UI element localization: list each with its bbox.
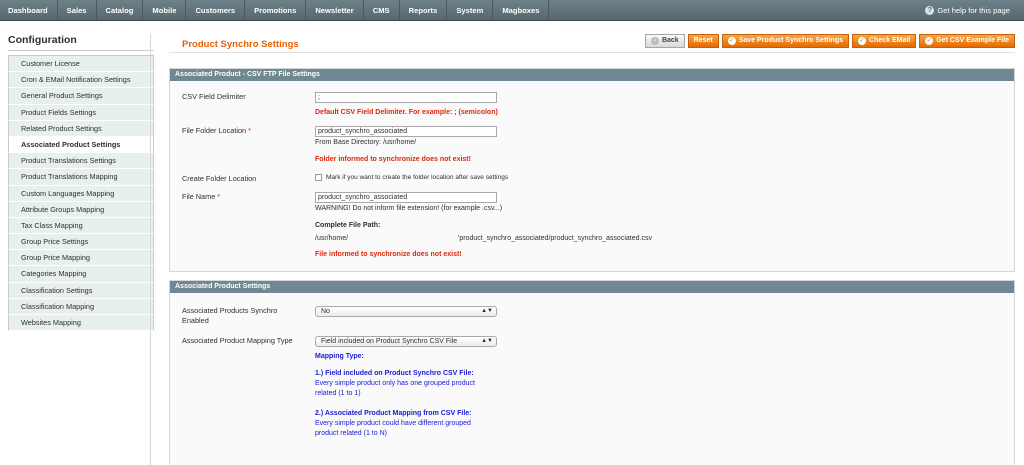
mapping-type-title [315, 352, 364, 362]
folder-label-text: File Folder Location [182, 126, 247, 135]
back-arrow-icon: ‹ [651, 37, 659, 45]
sidebar-list [8, 55, 154, 331]
check-email-check-icon: ✓ [859, 38, 865, 44]
section-header: Associated Product - CSV FTP File Settings [170, 69, 1014, 81]
select-arrows-icon: ▲▼ [481, 308, 493, 314]
select-arrows-icon: ▲▼ [481, 338, 493, 344]
sidebar-item-group-price-settings[interactable]: Group Price Settings [8, 234, 154, 250]
folder-required-mark: * [248, 126, 251, 135]
save-check-icon: ✓ [729, 38, 735, 44]
sidebar-item-categories-mapping[interactable]: Categories Mapping [8, 266, 154, 282]
check-email-button-label: Check EMail [869, 37, 911, 44]
file-name-input[interactable]: product_synchro_associated [315, 192, 497, 203]
title-divider [169, 52, 1015, 53]
reset-button-label: Reset [693, 37, 713, 44]
save-button[interactable] [722, 34, 849, 48]
check-email-button[interactable] [852, 34, 916, 48]
sidebar-divider [150, 34, 151, 465]
folder-note: From Base Directory: /usr/home/ [315, 139, 417, 146]
synchro-enabled-label: Associated Products Synchro Enabled [182, 306, 278, 325]
delimiter-note: Default CSV Field Delimiter. For example: ; (semicolon) [315, 109, 498, 116]
help-label[interactable]: Get help for this page [937, 6, 1010, 15]
nav-dashboard[interactable]: Dashboard [0, 0, 58, 20]
create-folder-label: Create Folder Location [182, 174, 257, 183]
mapping-option-1 [315, 369, 475, 399]
get-csv-button[interactable] [919, 34, 1015, 48]
folder-label [182, 126, 312, 136]
nav-promotions[interactable]: Promotions [245, 0, 306, 20]
top-nav [0, 0, 1024, 21]
sidebar-item-attribute-groups[interactable]: Attribute Groups Mapping [8, 202, 154, 218]
help-link[interactable] [925, 0, 1010, 21]
get-csv-check-icon: ✓ [926, 38, 932, 44]
sidebar-item-classification-settings[interactable]: Classification Settings [8, 283, 154, 299]
sidebar-item-group-price-mapping[interactable]: Group Price Mapping [8, 250, 154, 266]
csv-ftp-settings-section [169, 68, 1015, 272]
mapping-type-select[interactable] [315, 336, 497, 347]
get-csv-button-label: Get CSV Example File [936, 37, 1009, 44]
mapping-option-2 [315, 409, 471, 439]
nav-sales[interactable]: Sales [58, 0, 97, 20]
help-icon: ? [925, 6, 934, 15]
nav-customers[interactable]: Customers [186, 0, 245, 20]
nav-mobile[interactable]: Mobile [143, 0, 186, 20]
reset-button[interactable] [688, 34, 719, 48]
sidebar-item-product-translations-settings[interactable]: Product Translations Settings [8, 153, 154, 169]
sidebar [8, 34, 154, 331]
complete-path-suffix: 'product_synchro_associated/product_synchro_associated.csv [458, 235, 652, 242]
sidebar-item-tax-class[interactable]: Tax Class Mapping [8, 218, 154, 234]
file-name-label [182, 192, 312, 202]
sidebar-item-associated-product[interactable]: Associated Product Settings [8, 137, 154, 153]
file-name-warning: WARNING! Do not inform file extension! (for example .csv...) [315, 205, 503, 212]
sidebar-item-customer-license[interactable]: Customer License [8, 56, 154, 72]
nav-cms[interactable]: CMS [364, 0, 400, 20]
back-button[interactable] [645, 34, 685, 48]
create-folder-checkbox[interactable] [315, 174, 322, 181]
back-button-label: Back [661, 37, 679, 44]
nav-catalog[interactable]: Catalog [97, 0, 144, 20]
nav-magboxes[interactable]: Magboxes [493, 0, 549, 20]
option-1-line-2: related (1 to 1) [315, 390, 361, 397]
delimiter-input[interactable]: ; [315, 92, 497, 103]
synchro-enabled-value: No [321, 308, 330, 315]
sidebar-item-websites-mapping[interactable]: Websites Mapping [8, 315, 154, 331]
delimiter-label: CSV Field Delimiter [182, 92, 246, 101]
sidebar-title: Configuration [8, 34, 154, 51]
file-name-required-mark: * [217, 192, 221, 201]
sidebar-item-cron-email[interactable]: Cron & EMail Notification Settings [8, 72, 154, 88]
option-2-title: 2.) Associated Product Mapping from CSV File: [315, 410, 472, 417]
sidebar-item-classification-mapping[interactable]: Classification Mapping [8, 299, 154, 315]
mapping-type-label: Associated Product Mapping Type [182, 336, 293, 345]
section-header: Associated Product Settings [170, 281, 1014, 293]
sidebar-item-custom-languages[interactable]: Custom Languages Mapping [8, 186, 154, 202]
synchro-enabled-select[interactable] [315, 306, 497, 317]
folder-error: Folder informed to synchronize does not exist! [315, 156, 471, 163]
option-2-line-1: Every simple product could have different grouped [315, 420, 471, 427]
complete-path-title: Complete File Path: [315, 222, 381, 229]
create-folder-option[interactable] [315, 174, 508, 181]
sidebar-item-product-fields[interactable]: Product Fields Settings [8, 105, 154, 121]
complete-path-prefix: /usr/home/ [315, 235, 349, 242]
save-button-label: Save Product Synchro Settings [738, 37, 843, 44]
create-folder-checkbox-label: Mark if you want to create the folder location after save settings [326, 174, 509, 181]
nav-reports[interactable]: Reports [400, 0, 448, 20]
option-1-line-1: Every simple product only has one grouped product [315, 380, 475, 387]
mapping-type-value: Field included on Product Synchro CSV File [321, 338, 458, 345]
associated-product-section [169, 280, 1015, 465]
sidebar-item-related-product[interactable]: Related Product Settings [8, 121, 154, 137]
action-buttons [645, 34, 1015, 48]
nav-newsletter[interactable]: Newsletter [306, 0, 363, 20]
sidebar-item-general-product[interactable]: General Product Settings [8, 88, 154, 104]
page-title: Product Synchro Settings [182, 39, 299, 50]
file-name-label-text: File Name [182, 192, 216, 201]
file-error: File informed to synchronize does not exist! [315, 251, 462, 258]
option-2-line-2: product related (1 to N) [315, 430, 387, 437]
mapping-type-title-text: Mapping Type: [315, 353, 364, 360]
nav-system[interactable]: System [447, 0, 493, 20]
sidebar-item-product-translations-mapping[interactable]: Product Translations Mapping [8, 169, 154, 185]
option-1-title: 1.) Field included on Product Synchro CSV File: [315, 370, 474, 377]
folder-input[interactable]: product_synchro_associated [315, 126, 497, 137]
